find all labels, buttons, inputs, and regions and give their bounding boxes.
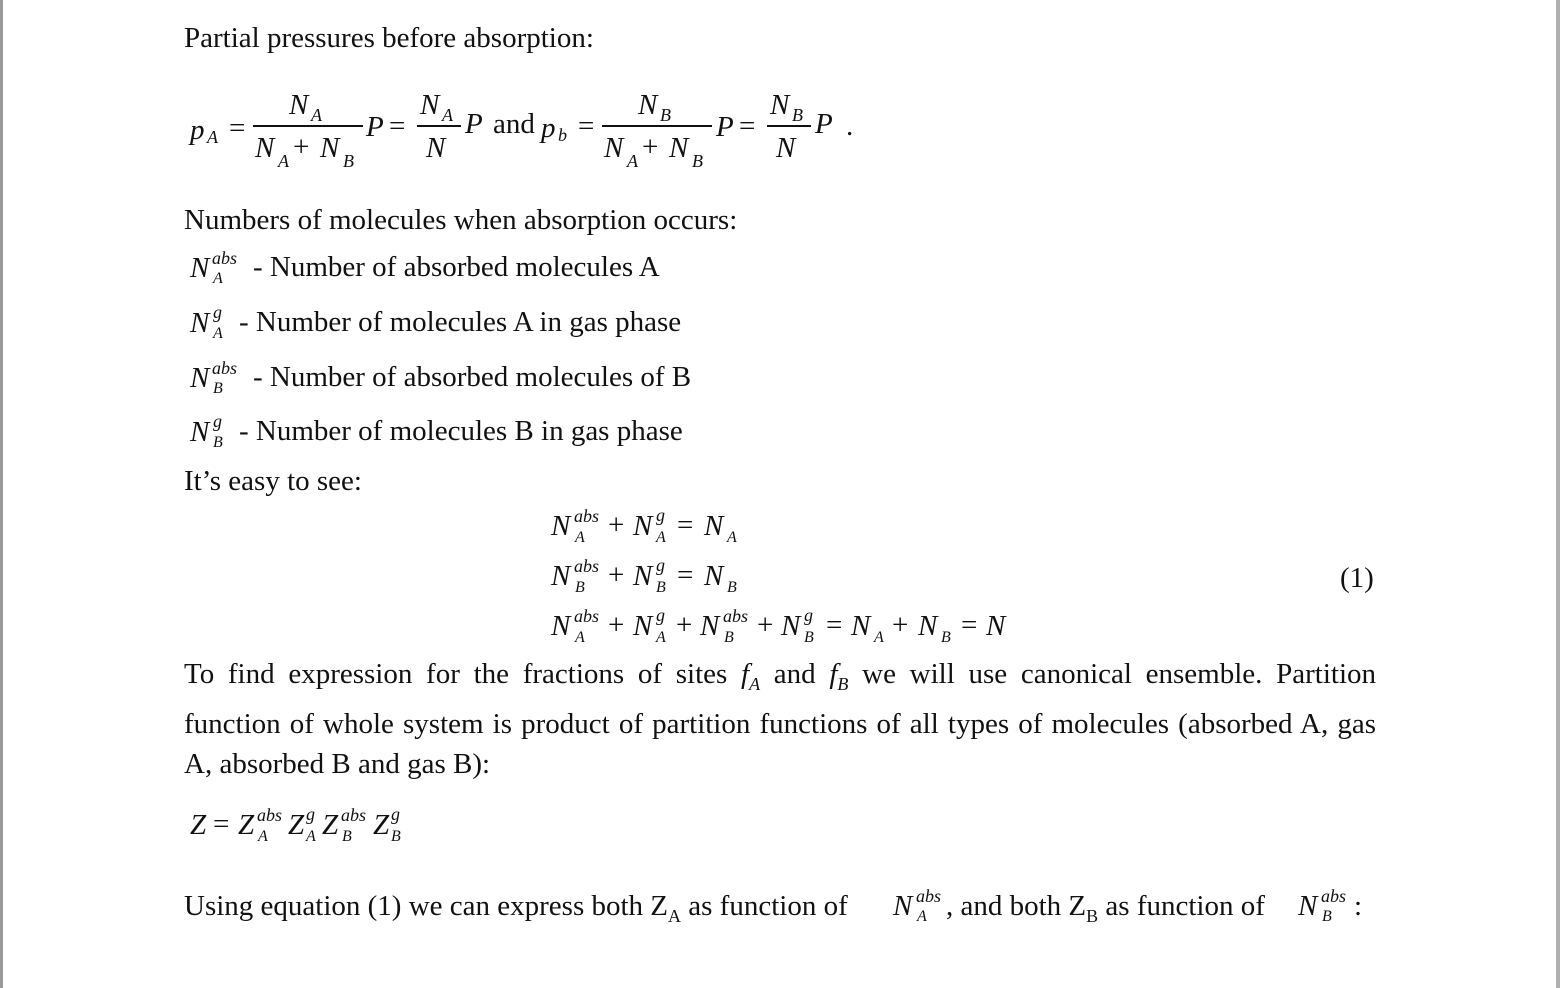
- fraction-bar: [417, 125, 461, 127]
- sup-abs: abs: [341, 805, 367, 825]
- equation-number: (1): [1340, 562, 1374, 594]
- sub-A: A: [575, 629, 585, 646]
- period: .: [846, 110, 854, 142]
- paragraph-text: we will use canonical ensemble. Partition function of whole system is product of partition functions of all types of molecules (absorbed A, gas A, absorbed B and gas B):: [184, 658, 1376, 780]
- last-line-part: , and both Z: [946, 890, 1087, 922]
- sub-A: A: [874, 629, 884, 646]
- sub-B: B: [391, 828, 401, 845]
- symbol-N: N: [190, 307, 210, 339]
- sup-g: g: [804, 605, 813, 625]
- colon: :: [1354, 890, 1363, 922]
- last-line-part: Using equation (1) we can express both Z: [184, 890, 669, 922]
- numerator-N: N: [289, 89, 309, 121]
- page-left-edge: [0, 0, 3, 988]
- definition-sub: B: [213, 434, 223, 451]
- equals-sign: =: [578, 110, 595, 142]
- sup-abs: abs: [574, 606, 600, 626]
- symbol-N: N: [700, 610, 720, 642]
- paragraph-text: To find expression for the fractions of sites: [184, 658, 741, 690]
- symbol-N: N: [704, 560, 724, 592]
- plus-sign: +: [608, 559, 625, 591]
- equals-sign: =: [229, 112, 246, 144]
- sub-B: B: [724, 629, 734, 646]
- sup-abs: abs: [574, 506, 600, 526]
- symbol-P: P: [366, 111, 384, 143]
- symbol-N: N: [704, 510, 724, 542]
- plus-sign: +: [608, 509, 625, 541]
- symbol-N: N: [551, 510, 571, 542]
- plus-sign: +: [293, 131, 310, 163]
- denominator-N: N: [320, 132, 340, 164]
- sup-abs: abs: [574, 556, 600, 576]
- definition-text: - Number of molecules A in gas phase: [239, 306, 682, 338]
- plus-sign: +: [608, 609, 625, 641]
- sub-A: A: [656, 529, 666, 546]
- definition-sup: abs: [212, 358, 238, 378]
- page-right-edge: [1556, 0, 1560, 988]
- symbol-N: N: [633, 510, 653, 542]
- sup-g: g: [656, 605, 665, 625]
- symbol-P: P: [815, 108, 833, 140]
- sub-B: B: [727, 579, 737, 596]
- symbol-N: N: [633, 560, 653, 592]
- sub-A: A: [575, 529, 585, 546]
- symbol-p: p: [541, 112, 556, 144]
- sub-B: B: [804, 629, 814, 646]
- symbol-f: f: [741, 658, 750, 690]
- numerator-sub-A: A: [311, 105, 322, 125]
- sub-A: A: [917, 908, 927, 925]
- symbol-N: N: [551, 610, 571, 642]
- symbol-N: N: [551, 560, 571, 592]
- sup-abs: abs: [1321, 886, 1347, 906]
- last-line-text: [184, 892, 848, 925]
- numerator-sub-A: A: [442, 105, 453, 125]
- word-and: and: [493, 108, 535, 140]
- sub-B: B: [342, 828, 352, 845]
- symbol-N: N: [190, 362, 210, 394]
- sub-B: B: [656, 579, 666, 596]
- heading-partial-pressures: Partial pressures before absorption:: [184, 22, 594, 54]
- numerator-N: N: [420, 89, 440, 121]
- definition-sup: abs: [212, 248, 238, 268]
- symbol-N: N: [986, 610, 1006, 642]
- definition-sub: A: [213, 325, 223, 342]
- fraction-bar: [602, 125, 712, 127]
- symbol-Z: Z: [373, 809, 390, 841]
- definition-text: - Number of absorbed molecules A: [253, 251, 660, 283]
- sup-abs: abs: [723, 606, 749, 626]
- fraction-bar: [253, 125, 363, 127]
- paragraph-canonical-ensemble: [184, 654, 1376, 784]
- numerator-sub-B: B: [792, 105, 803, 125]
- sub-B: B: [575, 579, 585, 596]
- denominator-N: N: [669, 132, 689, 164]
- sub-B: B: [941, 629, 951, 646]
- sup-g: g: [656, 505, 665, 525]
- heading-easy-to-see: It’s easy to see:: [184, 465, 362, 497]
- heading-numbers-of-molecules: Numbers of molecules when absorption occurs:: [184, 204, 738, 236]
- sup-abs: abs: [257, 805, 283, 825]
- definition-sup: g: [213, 302, 222, 322]
- denominator-N: N: [426, 132, 446, 164]
- definition-sub: A: [213, 270, 223, 287]
- sub-A: A: [258, 828, 268, 845]
- definition-text: - Number of molecules B in gas phase: [239, 415, 683, 447]
- sub-A: A: [749, 673, 761, 694]
- fraction-bar: [767, 125, 811, 127]
- plus-sign: +: [642, 131, 659, 163]
- plus-sign: +: [757, 609, 774, 641]
- sub-b: b: [558, 125, 567, 145]
- numerator-N: N: [638, 89, 658, 121]
- sub-A: A: [306, 828, 316, 845]
- denominator-N: N: [776, 132, 796, 164]
- definition-sub: B: [213, 380, 223, 397]
- denominator-N: N: [604, 132, 624, 164]
- sub-A: A: [207, 127, 218, 147]
- definition-text: - Number of absorbed molecules of B: [253, 361, 692, 393]
- paragraph-text: and: [760, 658, 830, 690]
- symbol-p: p: [190, 114, 205, 146]
- symbol-Z: Z: [190, 809, 207, 841]
- symbol-P: P: [716, 111, 734, 143]
- symbol-Z: Z: [238, 809, 255, 841]
- denominator-sub-A: A: [278, 151, 289, 171]
- symbol-N: N: [918, 610, 938, 642]
- denominator-sub-A: A: [627, 151, 638, 171]
- sub-B: B: [1322, 908, 1332, 925]
- last-line-part: as function of: [1098, 890, 1265, 922]
- sup-g: g: [656, 555, 665, 575]
- equals-sign: =: [677, 559, 694, 591]
- last-line-part: as function of: [681, 890, 848, 922]
- numerator-N: N: [770, 89, 790, 121]
- denominator-N: N: [255, 132, 275, 164]
- sub-A: A: [656, 629, 666, 646]
- symbol-N: N: [781, 610, 801, 642]
- equals-sign: =: [739, 110, 756, 142]
- sup-g: g: [391, 804, 400, 824]
- symbol-N: N: [190, 252, 210, 284]
- equals-sign: =: [961, 609, 978, 641]
- equals-sign: =: [213, 808, 230, 840]
- sub-B: B: [1086, 905, 1099, 926]
- symbol-N: N: [190, 416, 210, 448]
- symbol-N: N: [851, 610, 871, 642]
- plus-sign: +: [676, 609, 693, 641]
- last-line-text: [946, 892, 1265, 925]
- sup-abs: abs: [916, 886, 942, 906]
- definition-sup: g: [213, 411, 222, 431]
- sub-B: B: [837, 673, 849, 694]
- symbol-Z: Z: [322, 809, 339, 841]
- symbol-f: f: [829, 658, 838, 690]
- equals-sign: =: [677, 509, 694, 541]
- symbol-P: P: [465, 108, 483, 140]
- symbol-N: N: [1298, 890, 1318, 922]
- sub-A: A: [727, 529, 737, 546]
- symbol-Z: Z: [288, 809, 305, 841]
- denominator-sub-B: B: [343, 151, 354, 171]
- denominator-sub-B: B: [692, 151, 703, 171]
- plus-sign: +: [892, 609, 909, 641]
- sup-g: g: [306, 804, 315, 824]
- equals-sign: =: [389, 110, 406, 142]
- numerator-sub-B: B: [660, 105, 671, 125]
- equals-sign: =: [826, 609, 843, 641]
- sub-A: A: [668, 905, 682, 926]
- symbol-N: N: [893, 890, 913, 922]
- symbol-N: N: [633, 610, 653, 642]
